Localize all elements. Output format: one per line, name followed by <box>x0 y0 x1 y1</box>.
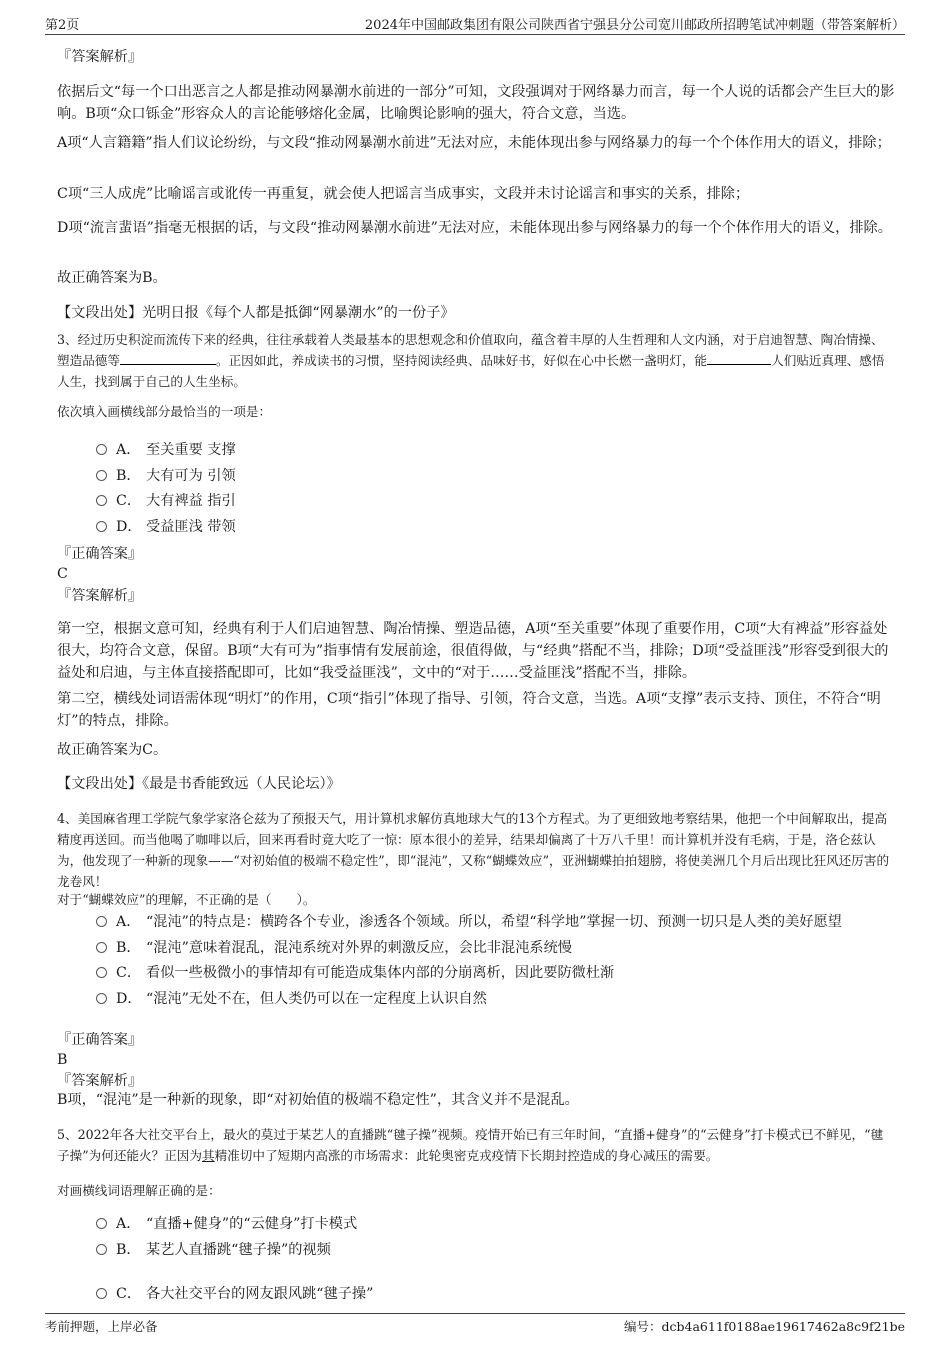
q2-analysis-label: 『答案解析』 <box>57 49 143 65</box>
q2-source: 【文段出处】光明日报《每个人都是抵御“网暴潮水”的一份子》 <box>57 305 455 321</box>
radio-icon[interactable] <box>96 993 107 1004</box>
q5-option-a[interactable]: A． “直播+健身”的“云健身”打卡模式 <box>96 1213 357 1233</box>
footer-slogan: 考前押题，上岸必备 <box>45 1319 158 1334</box>
q3-analysis-label: 『答案解析』 <box>57 588 143 604</box>
q4-answer: B <box>57 1052 68 1068</box>
q3-prompt: 依次填入画横线部分最恰当的一项是： <box>57 404 272 419</box>
document-title: 2024年中国邮政集团有限公司陕西省宁强县分公司宽川邮政所招聘笔试冲刺题（带答案解析） <box>364 18 905 33</box>
page-footer <box>45 1313 905 1336</box>
q4-option-c[interactable]: C． 看似一些极微小的事情却有可能造成集体内部的分崩离析，因此要防微杜渐 <box>96 962 614 982</box>
radio-icon[interactable] <box>96 1288 107 1299</box>
q2-analysis-p2: A项“人言籍籍”指人们议论纷纷，与文段“推动网暴潮水前进”无法对应，未能体现出参与网络暴力的每一个个体作用大的语义，排除； <box>57 135 891 151</box>
q5-option-c[interactable]: C． 各大社交平台的网友跟风跳“毽子操” <box>96 1283 373 1303</box>
footer-serial: 编号：dcb4a611f0188ae19617462a8c9f21be <box>624 1319 905 1334</box>
q5-underlined-word: 其 <box>201 1148 215 1163</box>
q3-analysis-p2: 第二空，横线处词语需体现“明灯”的作用，C项“指引”体现了指导、引领，符合文意，当选。A项“支撑”表示支持、顶住，不符合“明灯”的特点，排除。 <box>57 691 881 729</box>
q4-answer-label: 『正确答案』 <box>57 1032 143 1048</box>
q3-option-d[interactable]: D． 受益匪浅 带领 <box>96 516 236 536</box>
q3-stem: 3、经过历史积淀而流传下来的经典，往往承载着人类最基本的思想观念和价值取向，蕴含着丰厚的人生哲理和人文内涵，对于启迪智慧、陶冶情操、塑造品德等 。正因如此，养成读书的习惯，坚持阅读经典、品味好书，好似在心中长燃一盏明灯，能 人们贴近真理、感悟人生，找到属于自己的人生坐标。 <box>57 332 885 389</box>
q3-option-a[interactable]: A． 至关重要 支撑 <box>96 439 236 459</box>
radio-icon[interactable] <box>96 495 107 506</box>
radio-icon[interactable] <box>96 444 107 455</box>
radio-icon[interactable] <box>96 1218 107 1229</box>
radio-icon[interactable] <box>96 470 107 481</box>
radio-icon[interactable] <box>96 942 107 953</box>
q3-answer-label: 『正确答案』 <box>57 546 143 562</box>
radio-icon[interactable] <box>96 1244 107 1255</box>
q4-analysis-label: 『答案解析』 <box>57 1073 143 1089</box>
q2-analysis-p4: D项“流言蜚语”指毫无根据的话，与文段“推动网暴潮水前进”无法对应，未能体现出参与网络暴力的每一个个体作用大的语义，排除。 <box>57 220 892 236</box>
q4-analysis: B项，“混沌”是一种新的现象，即“对初始值的极端不稳定性”，其含义并不是混乱。 <box>57 1092 579 1108</box>
q3-analysis-p1: 第一空，根据文意可知，经典有利于人们启迪智慧、陶冶情操、塑造品德，A项“至关重要”体现了重要作用，C项“大有裨益”形容益处很大，均符合文意，保留。B项“大有可为”指事情有发展前途，很值得做，与“经典”搭配不当，排除；D项“受益匪浅”形容受到很大的益处和启迪，与主体直接搭配即可，比如“我受益匪浅”，文中的“对于……受益匪浅”搭配不当，排除。 <box>57 621 889 681</box>
q2-conclusion: 故正确答案为B。 <box>57 270 167 286</box>
page-number: 第2页 <box>45 18 80 33</box>
page-header <box>45 12 905 35</box>
q4-option-d[interactable]: D． “混沌”无处不在，但人类仍可以在一定程度上认识自然 <box>96 988 487 1008</box>
q4-option-a[interactable]: A． “混沌”的特点是：横跨各个专业，渗透各个领域。所以，希望“科学地”掌握一切、预测一切只是人类的美好愿望 <box>96 911 842 931</box>
radio-icon[interactable] <box>96 521 107 532</box>
q4-option-b[interactable]: B． “混沌”意味着混乱，混沌系统对外界的刺激反应，会比非混沌系统慢 <box>96 937 572 957</box>
q2-analysis-p1: 依据后文“每一个口出恶言之人都是推动网暴潮水前进的一部分”可知，文段强调对于网络暴力而言，每一个人说的话都会产生巨大的影响。B项“众口铄金”形容众人的言论能够熔化金属，比喻舆论影响的强大，符合文意，当选。 <box>57 84 895 122</box>
q5-option-b[interactable]: B． 某艺人直播跳“毽子操”的视频 <box>96 1239 331 1259</box>
q3-blank-1 <box>120 350 216 365</box>
q3-option-b[interactable]: B． 大有可为 引领 <box>96 465 236 485</box>
q4-prompt: 对于“蝴蝶效应”的理解，不正确的是（ ）。 <box>57 892 316 907</box>
q3-answer: C <box>57 566 68 582</box>
q4-stem: 4、美国麻省理工学院气象学家洛仑兹为了预报天气，用计算机求解仿真地球大气的13个方程式。为了更细致地考察结果，他把一个中间解取出，提高精度再送回。而当他喝了咖啡以后，回来再看时竟大吃了一惊：原本很小的差异，结果却偏离了十万八千里！而计算机并没有毛病，于是，洛仑兹认为，他发现了一种新的现象——“对初始值的极端不稳定性”，即“混沌”，又称“蝴蝶效应”，亚洲蝴蝶拍拍翅膀，将使美洲几个月后出现比狂风还厉害的龙卷风！ <box>57 811 890 889</box>
radio-icon[interactable] <box>96 916 107 927</box>
q3-source: 【文段出处】《最是书香能致远（人民论坛）》 <box>57 776 341 792</box>
q3-blank-2 <box>707 350 771 365</box>
q5-prompt: 对画横线词语理解正确的是： <box>57 1183 221 1198</box>
q2-analysis-p3: C项“三人成虎”比喻谣言或讹传一再重复，就会使人把谣言当成事实，文段并未讨论谣言和事实的关系，排除； <box>57 186 750 202</box>
q5-stem: 5、2022年各大社交平台上，最火的莫过于某艺人的直播跳“毽子操”视频。疫情开始已有三年时间，“直播+健身”的“云健身”打卡模式已不鲜见，“毽子操”为何还能火？正因为其精准切中了短期内高涨的市场需求：此轮奥密克戎疫情下长期封控造成的身心减压的需要。 <box>57 1127 884 1163</box>
q3-option-c[interactable]: C． 大有裨益 指引 <box>96 490 236 510</box>
q3-conclusion: 故正确答案为C。 <box>57 742 168 758</box>
radio-icon[interactable] <box>96 967 107 978</box>
